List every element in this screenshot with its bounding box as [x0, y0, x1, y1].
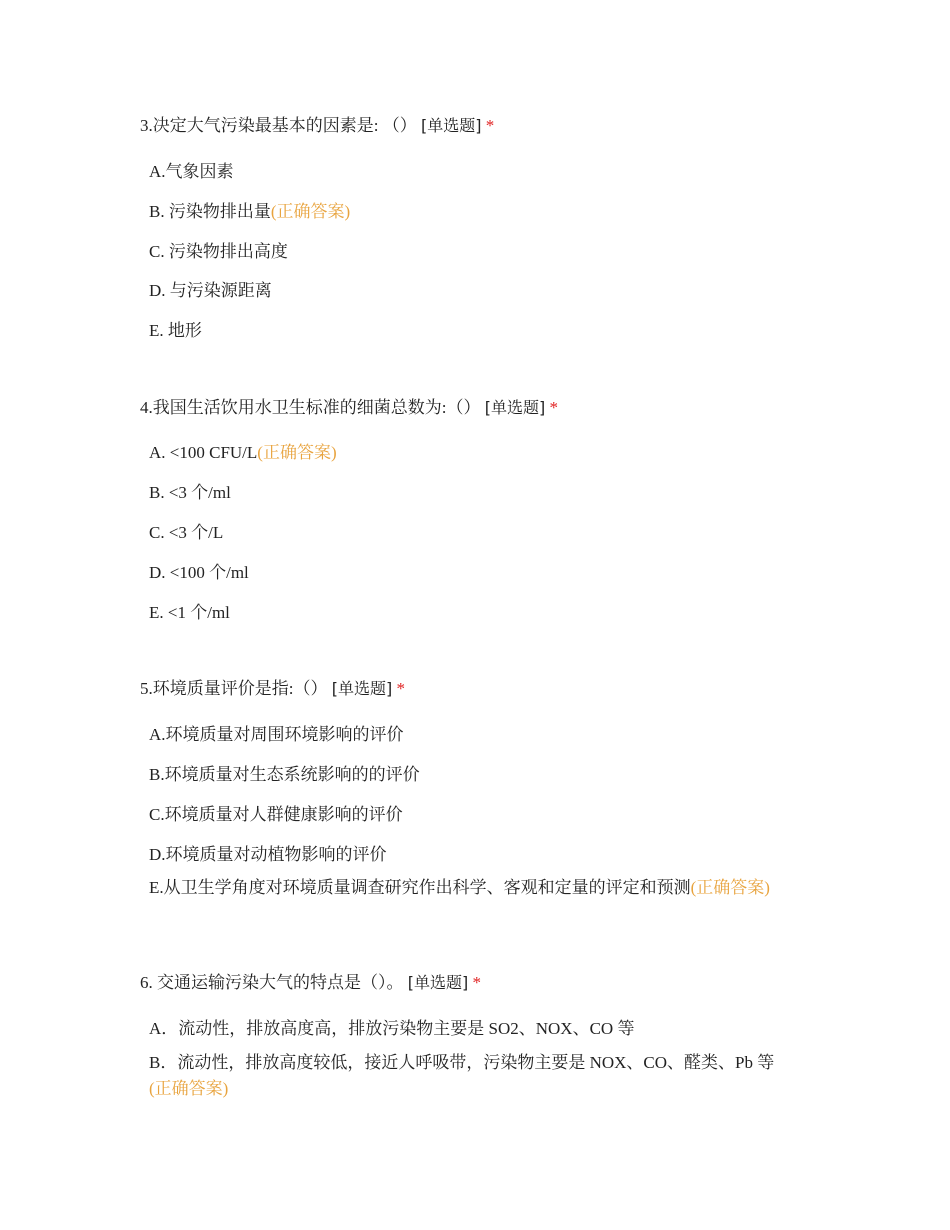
option-c — [149, 520, 794, 546]
question-type: [单选题] — [407, 973, 469, 992]
correct-answer-label: (正确答案) — [257, 443, 337, 462]
option-a — [149, 1016, 794, 1042]
question-text: 6. 交通运输污染大气的特点是（）。 — [140, 973, 404, 992]
option-text: A. <100 CFU/L — [149, 443, 258, 462]
question-6-title — [140, 971, 481, 995]
option-e — [149, 318, 794, 344]
option-d — [149, 560, 794, 586]
option-text: B．流动性，排放高度较低，接近人呼吸带，污染物主要是 NOX、CO、醛类、Pb 等 — [149, 1053, 775, 1072]
question-5-title — [140, 677, 405, 701]
option-d — [149, 278, 794, 304]
required-marker: * — [472, 973, 481, 992]
required-marker: * — [549, 398, 558, 417]
option-text: E. <1 个/ml — [149, 603, 230, 622]
option-text: D. <100 个/ml — [149, 563, 249, 582]
option-text: B.环境质量对生态系统影响的的评价 — [149, 765, 420, 784]
correct-answer-label: (正确答案) — [149, 1079, 229, 1098]
option-c — [149, 239, 794, 265]
option-text: B. 污染物排出量 — [149, 202, 271, 221]
option-text: A．流动性，排放高度高，排放污染物主要是 SO2、NOX、CO 等 — [149, 1019, 635, 1038]
option-b — [149, 480, 794, 506]
question-4-title — [140, 396, 558, 420]
option-text: B. <3 个/ml — [149, 483, 231, 502]
option-text: C.环境质量对人群健康影响的评价 — [149, 805, 403, 824]
question-3-title — [140, 114, 494, 138]
option-text: E.从卫生学角度对环境质量调查研究作出科学、客观和定量的评定和预测 — [149, 878, 691, 897]
option-b — [149, 199, 794, 225]
required-marker: * — [396, 679, 405, 698]
question-text: 3.决定大气污染最基本的因素是: （） — [140, 116, 417, 135]
option-text: C. <3 个/L — [149, 523, 224, 542]
option-a — [149, 722, 794, 748]
option-d — [149, 842, 794, 868]
option-text: D.环境质量对动植物影响的评价 — [149, 845, 387, 864]
option-a — [149, 159, 794, 185]
option-text: E. 地形 — [149, 321, 202, 340]
option-a — [149, 440, 794, 466]
correct-answer-label: (正确答案) — [690, 878, 770, 897]
option-b — [149, 762, 794, 788]
question-text: 4.我国生活饮用水卫生标准的细菌总数为:（） — [140, 398, 481, 417]
option-e — [149, 875, 794, 901]
option-text: A.环境质量对周围环境影响的评价 — [149, 725, 404, 744]
option-b — [149, 1050, 794, 1102]
question-type: [单选题] — [420, 116, 482, 135]
option-c — [149, 802, 794, 828]
option-text: C. 污染物排出高度 — [149, 242, 288, 261]
question-type: [单选题] — [331, 679, 393, 698]
correct-answer-label: (正确答案) — [270, 202, 351, 221]
option-text: D. 与污染源距离 — [149, 281, 272, 300]
option-text: A.气象因素 — [149, 162, 234, 181]
question-type: [单选题] — [484, 398, 546, 417]
required-marker: * — [485, 116, 495, 135]
question-text: 5.环境质量评价是指:（） — [140, 679, 328, 698]
option-e — [149, 600, 794, 626]
